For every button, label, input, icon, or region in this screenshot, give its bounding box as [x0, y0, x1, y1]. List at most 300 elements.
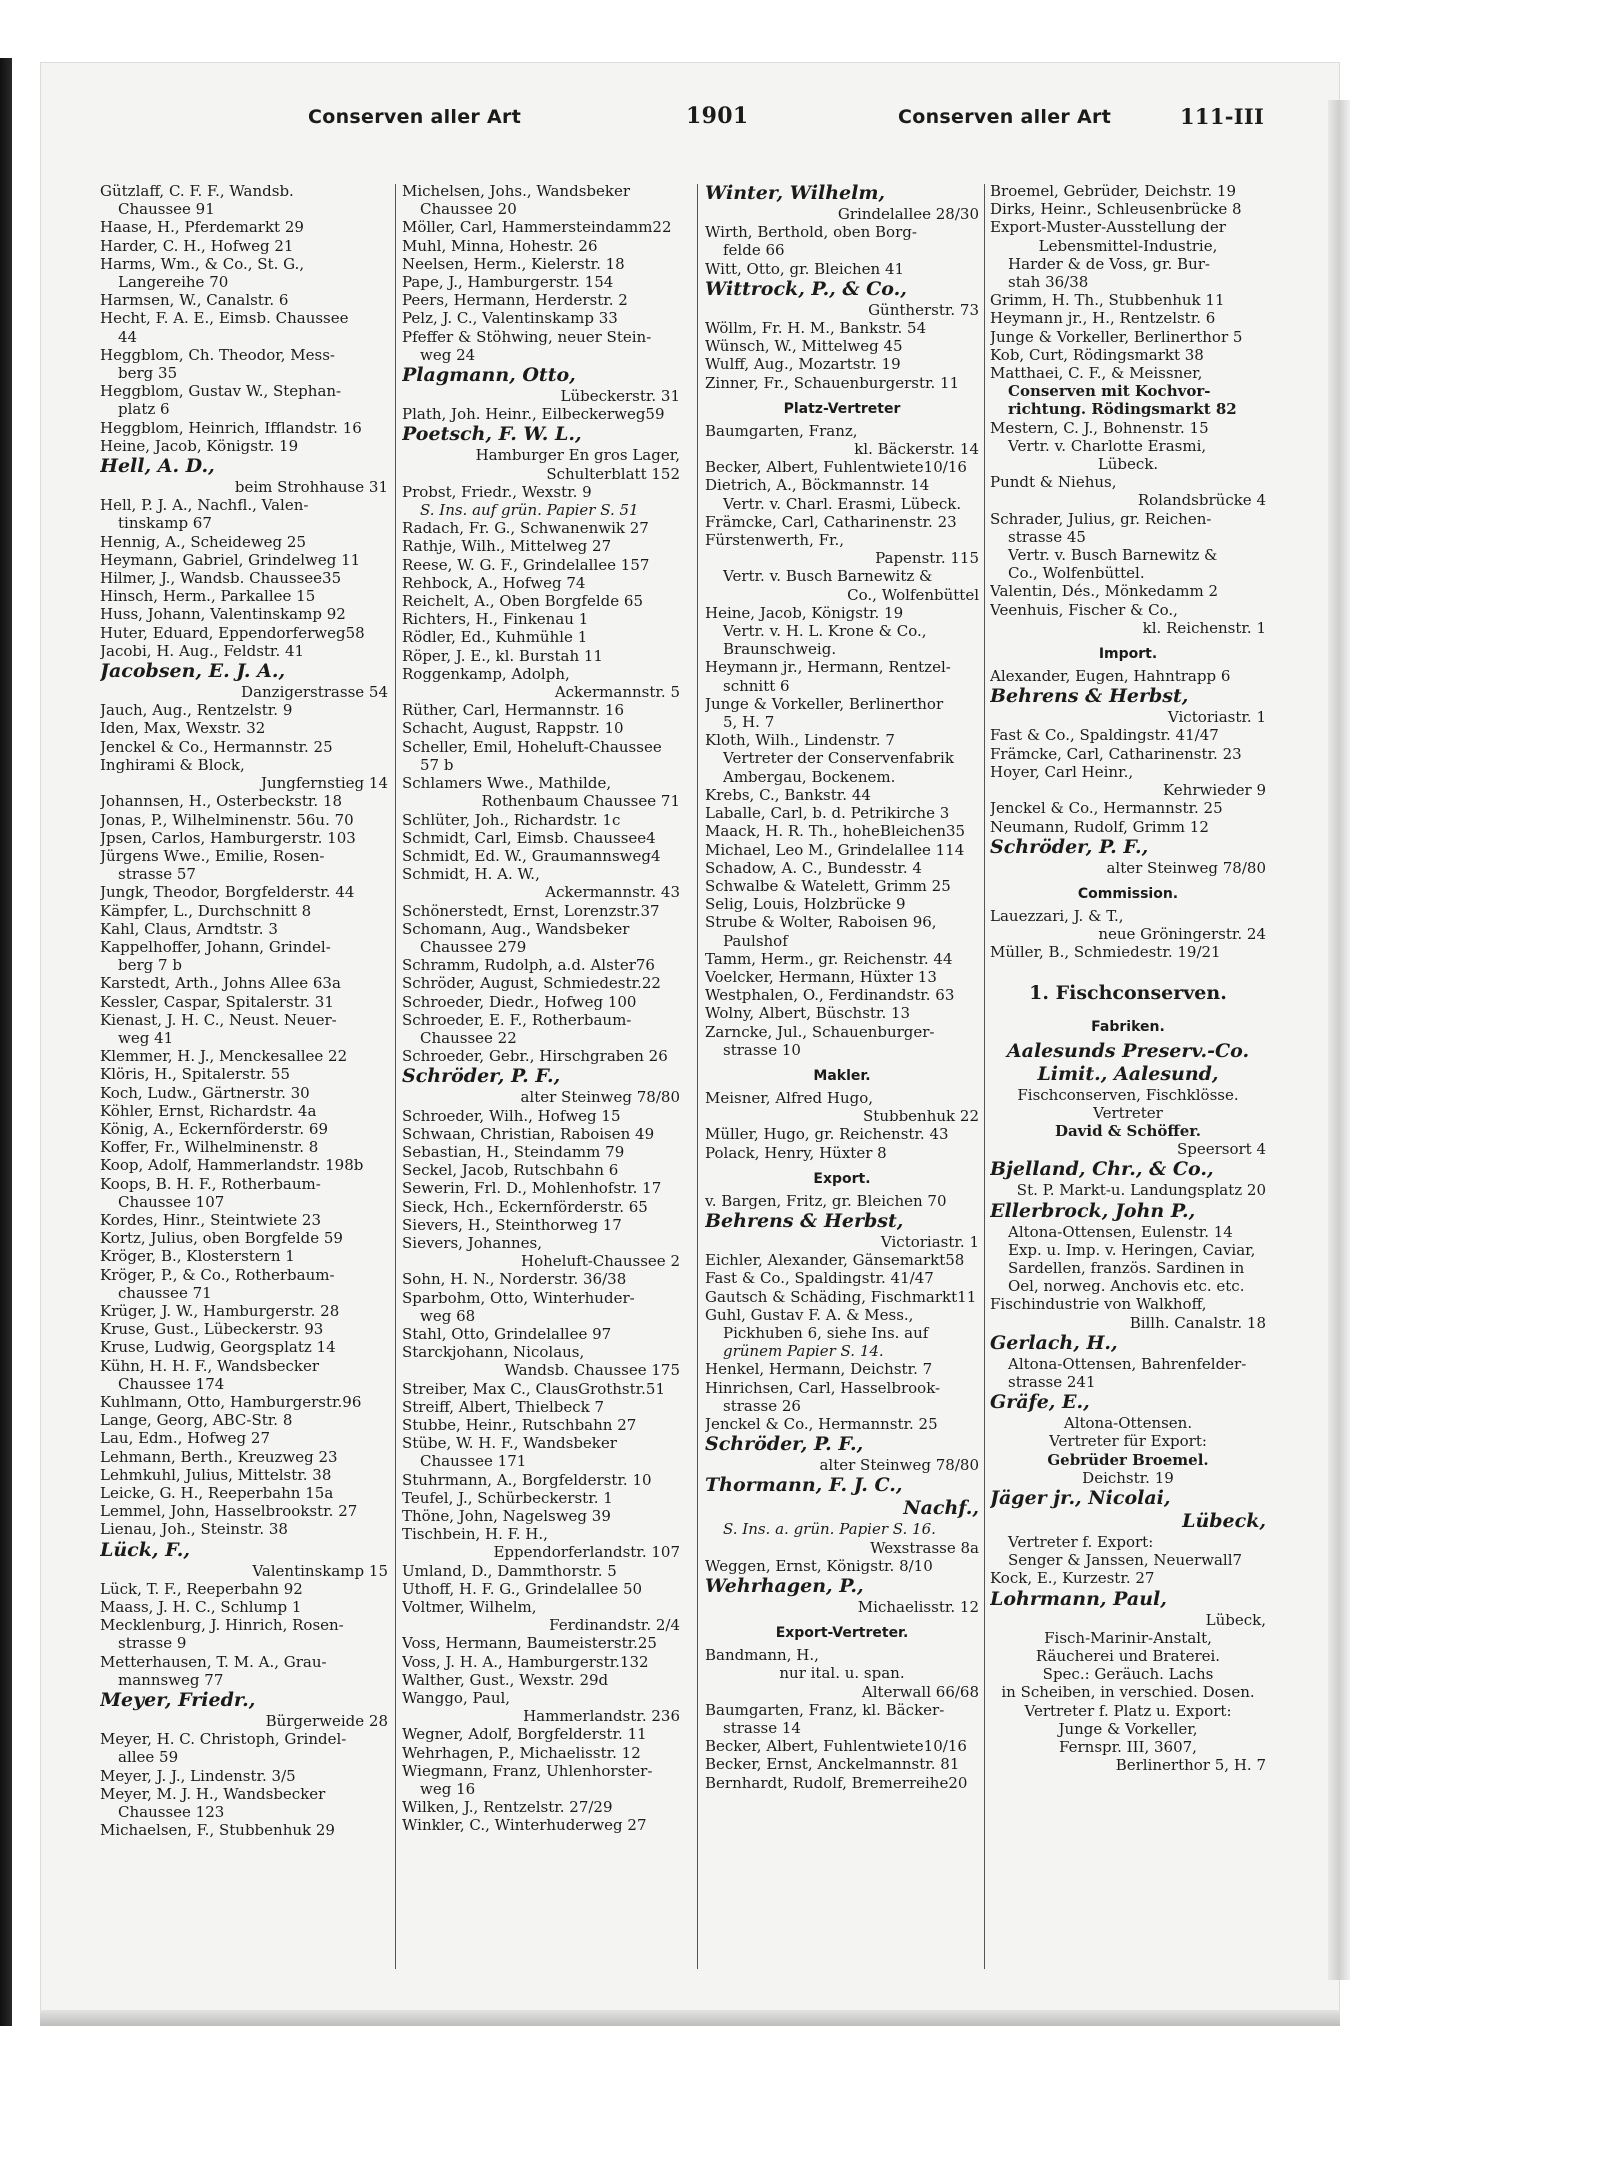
entry-line: Wirth, Berthold, oben Borg-	[705, 223, 917, 242]
entry-line: Fast & Co., Spaldingstr. 41/47	[705, 1269, 934, 1288]
entry-line: Jungk, Theodor, Borgfelderstr. 44	[100, 883, 355, 902]
entry-continuation: Güntherstr. 73	[868, 300, 979, 319]
entry-line: Stahl, Otto, Grindelallee 97	[402, 1324, 612, 1343]
entry-line: Wiegmann, Franz, Uhlenhorster-	[402, 1761, 653, 1780]
entry-line: Sohn, H. N., Norderstr. 36/38	[402, 1270, 627, 1289]
entry-continuation: Lübeck.	[1097, 455, 1159, 474]
entry-line: Koop, Adolf, Hammerlandstr. 198b	[100, 1156, 364, 1175]
entry-line: Heine, Jacob, Königstr. 19	[705, 603, 904, 622]
entry-line: Müller, B., Schmiedestr. 19/21	[990, 943, 1221, 962]
entry-continuation: tinskamp 67	[118, 514, 212, 533]
entry-line: Klemmer, H. J., Menckesallee 22	[100, 1047, 348, 1066]
entry-line: Lauezzari, J. & T.,	[990, 906, 1124, 925]
entry-line: Richters, H., Finkenau 1	[402, 610, 589, 629]
entry-continuation: S. Ins. a. grün. Papier S. 16.	[723, 1520, 936, 1539]
section-heading: 1. Fischconserven.	[1029, 981, 1227, 1004]
entry-continuation: in Scheiben, in verschied. Dosen.	[1001, 1683, 1255, 1702]
entry-continuation: Vertr. v. H. L. Krone & Co.,	[723, 622, 927, 641]
entry-line: Kienast, J. H. C., Neust. Neuer-	[100, 1010, 337, 1029]
entry-continuation: strasse 57	[118, 865, 196, 884]
entry-line: Gützlaff, C. F. F., Wandsb.	[100, 182, 294, 200]
entry-line: Lemmel, John, Hasselbrookstr. 27	[100, 1502, 358, 1521]
entry-line: Kühn, H. H. F., Wandsbecker	[100, 1356, 320, 1375]
page-bottom-edge	[40, 2010, 1340, 2026]
entry-line: Junge & Vorkeller, Berlinerthor	[705, 694, 944, 713]
entry-continuation: Ackermannstr. 5	[554, 683, 680, 702]
entry-continuation: strasse 45	[1008, 527, 1086, 546]
entry-continuation: Danzigerstrasse 54	[241, 683, 388, 702]
entry-continuation: strasse 14	[723, 1719, 801, 1738]
firm-name: Limit., Aalesund,	[1037, 1062, 1219, 1085]
header-left-title: Conserven aller Art	[308, 106, 522, 128]
entry-line: Guhl, Gustav F. A. & Mess.,	[705, 1305, 914, 1324]
entry-line: Junge & Vorkeller, Berlinerthor 5	[990, 327, 1243, 346]
entry-line: Sievers, H., Steinthorweg 17	[402, 1215, 622, 1234]
entry-continuation: 5, H. 7	[723, 713, 775, 732]
entry-continuation: Alterwall 66/68	[861, 1682, 979, 1701]
entry-line: Hoyer, Carl Heinr.,	[990, 762, 1134, 781]
entry-line: Inghirami & Block,	[100, 755, 245, 774]
entry-line: Winkler, C., Winterhuderweg 27	[402, 1816, 647, 1835]
entry-continuation: Michaelisstr. 12	[857, 1598, 979, 1616]
entry-continuation: strasse 10	[723, 1040, 801, 1059]
entry-line: Hilmer, J., Wandsb. Chaussee35	[100, 569, 342, 588]
entry-continuation: nur ital. u. span.	[779, 1664, 905, 1683]
entry-line: Rödler, Ed., Kuhmühle 1	[402, 628, 588, 647]
firm-name: Plagmann, Otto,	[402, 364, 576, 387]
entry-continuation: Räucherei und Braterei.	[1035, 1646, 1221, 1665]
entry-line: Becker, Ernst, Anckelmannstr. 81	[705, 1755, 960, 1774]
entry-continuation: alter Steinweg 78/80	[1106, 858, 1266, 877]
entry-line: Zarncke, Jul., Schauenburger-	[705, 1022, 935, 1041]
entry-line: Sebastian, H., Steindamm 79	[402, 1142, 625, 1161]
entry-line: Mestern, C. J., Bohnenstr. 15	[990, 418, 1209, 437]
entry-line: Jacobi, H. Aug., Feldstr. 41	[100, 641, 305, 660]
entry-line: Krüger, J. W., Hamburgerstr. 28	[100, 1301, 340, 1320]
entry-line: Broemel, Gebrüder, Deichstr. 19	[990, 182, 1236, 200]
entry-continuation: strasse 9	[118, 1634, 187, 1653]
directory-column-4	[990, 182, 1266, 1972]
firm-name: Bjelland, Chr., & Co.,	[990, 1158, 1214, 1181]
entry-continuation: Langereihe 70	[118, 273, 229, 292]
entry-line: Hennig, A., Scheideweg 25	[100, 532, 307, 551]
entry-line: Muhl, Minna, Hohestr. 26	[402, 236, 598, 255]
entry-line: Walther, Gust., Wexstr. 29d	[402, 1670, 609, 1689]
entry-line: Pundt & Niehus,	[990, 473, 1117, 492]
entry-continuation: strasse 241	[1008, 1372, 1096, 1391]
entry-line: Lienau, Joh., Steinstr. 38	[100, 1520, 288, 1539]
entry-continuation: Vertr. v. Charl. Erasmi, Lübeck.	[723, 494, 962, 513]
entry-line: Kröger, P., & Co., Rotherbaum-	[100, 1265, 335, 1284]
entry-line: Maack, H. R. Th., hoheBleichen35	[705, 822, 966, 841]
firm-name: Meyer, Friedr.,	[100, 1689, 256, 1712]
entry-continuation: Schulterblatt 152	[546, 464, 680, 483]
entry-continuation: Chaussee 171	[420, 1452, 527, 1471]
entry-line: Heymann jr., Hermann, Rentzel-	[705, 658, 951, 677]
entry-continuation: Speersort 4	[1176, 1140, 1266, 1159]
entry-line: Iden, Max, Wexstr. 32	[100, 719, 266, 738]
entry-line: Sieck, Hch., Eckernförderstr. 65	[402, 1197, 648, 1216]
column-divider	[984, 184, 985, 1969]
entry-line: Streiff, Albert, Thielbeck 7	[402, 1397, 605, 1416]
entry-line: Grimm, H. Th., Stubbenhuk 11	[990, 291, 1225, 310]
entry-line: Stubbe, Heinr., Rutschbahn 27	[402, 1416, 637, 1434]
entry-continuation: Exp. u. Imp. v. Heringen, Caviar,	[1008, 1240, 1256, 1259]
entry-line: Jenckel & Co., Hermannstr. 25	[705, 1414, 938, 1433]
page-edge-shadow	[1328, 100, 1350, 1980]
entry-continuation: Co., Wolfenbüttel.	[1008, 564, 1145, 583]
subsection-heading: Export-Vertreter.	[775, 1625, 909, 1642]
entry-line: Müller, Hugo, gr. Reichenstr. 43	[705, 1125, 949, 1144]
firm-name: Hell, A. D.,	[100, 455, 215, 478]
entry-continuation: Pickhuben 6, siehe Ins. auf	[723, 1323, 929, 1342]
entry-line: Schomann, Aug., Wandsbeker	[402, 919, 630, 938]
entry-continuation: weg 24	[420, 345, 476, 364]
entry-line: Hinsch, Herm., Parkallee 15	[100, 587, 316, 606]
entry-continuation: Co., Wolfenbüttel	[847, 585, 979, 604]
entry-line: Rüther, Carl, Hermannstr. 16	[402, 701, 624, 720]
entry-continuation: beim Strohhause 31	[234, 478, 388, 497]
entry-line: Schwaan, Christian, Raboisen 49	[402, 1124, 655, 1143]
entry-line: Becker, Albert, Fuhlentwiete10/16	[705, 458, 967, 477]
entry-continuation: neue Gröningerstr. 24	[1098, 925, 1266, 944]
entry-continuation: Junge & Vorkeller,	[1058, 1719, 1198, 1738]
entry-continuation: Hoheluft-Chaussee 2	[521, 1252, 680, 1271]
entry-continuation: Rothenbaum Chaussee 71	[481, 792, 680, 811]
entry-line: Meisner, Alfred Hugo,	[705, 1088, 874, 1107]
entry-line: Hecht, F. A. E., Eimsb. Chaussee	[100, 309, 349, 328]
entry-continuation: Stubbenhuk 22	[863, 1107, 979, 1126]
firm-name: Behrens & Herbst,	[705, 1209, 904, 1232]
entry-line: Hinrichsen, Carl, Hasselbrook-	[705, 1378, 941, 1397]
entry-line: Harms, Wm., & Co., St. G.,	[100, 254, 305, 273]
entry-continuation: richtung. Rödingsmarkt 82	[1008, 400, 1237, 419]
entry-continuation: Spec.: Geräuch. Lachs	[1042, 1665, 1214, 1684]
entry-line: Thöne, John, Nagelsweg 39	[402, 1507, 611, 1526]
entry-continuation: St. P. Markt-u. Landungsplatz 20	[1016, 1181, 1266, 1200]
entry-continuation: Vertr. v. Busch Barnewitz &	[723, 567, 933, 586]
entry-line: Krebs, C., Bankstr. 44	[705, 785, 871, 804]
header-year: 1901	[686, 103, 749, 129]
entry-line: Wolny, Albert, Büschstr. 13	[705, 1004, 911, 1023]
entry-line: Jpsen, Carlos, Hamburgerstr. 103	[100, 828, 356, 847]
entry-line: Sievers, Johannes,	[402, 1233, 543, 1252]
entry-continuation: Wexstrasse 8a	[870, 1538, 979, 1557]
entry-continuation: weg 41	[118, 1028, 174, 1047]
entry-line: Lange, Georg, ABC-Str. 8	[100, 1411, 293, 1430]
entry-continuation: Vertreter	[1093, 1103, 1163, 1122]
entry-line: Bandmann, H.,	[705, 1646, 819, 1665]
entry-continuation: weg 68	[420, 1306, 476, 1325]
entry-line: Meyer, J. J., Lindenstr. 3/5	[100, 1766, 296, 1785]
entry-line: Bernhardt, Rudolf, Bremerreihe20	[705, 1773, 968, 1792]
entry-line: Möller, Carl, Hammersteindamm22	[402, 218, 672, 237]
entry-line: Wöllm, Fr. H. M., Bankstr. 54	[705, 319, 927, 338]
entry-continuation: Victoriastr. 1	[1167, 708, 1266, 727]
entry-line: Kock, E., Kurzestr. 27	[990, 1569, 1155, 1588]
entry-line: Meyer, H. C. Christoph, Grindel-	[100, 1730, 347, 1749]
entry-continuation: Vertreter f. Export:	[1008, 1532, 1154, 1551]
firm-name: Jacobsen, E. J. A.,	[100, 660, 286, 683]
entry-line: Michelsen, Johs., Wandsbeker	[402, 182, 631, 200]
entry-line: Heggblom, Ch. Theodor, Mess-	[100, 345, 335, 364]
entry-line: Uthoff, H. F. G., Grindelallee 50	[402, 1579, 643, 1598]
subsection-heading: Platz-Vertreter	[783, 400, 901, 417]
entry-line: Haase, H., Pferdemarkt 29	[100, 218, 304, 237]
entry-line: Schroeder, E. F., Rotherbaum-	[402, 1010, 632, 1029]
entry-line: Lück, T. F., Reeperbahn 92	[100, 1579, 303, 1598]
firm-name: Aalesunds Preserv.-Co.	[1006, 1039, 1250, 1062]
firm-name: Behrens & Herbst,	[990, 685, 1189, 708]
entry-line: Seckel, Jacob, Rutschbahn 6	[402, 1161, 619, 1180]
entry-line: Valentin, Dés., Mönkedamm 2	[990, 582, 1218, 601]
firm-name: Wittrock, P., & Co.,	[705, 277, 907, 300]
entry-line: Rathje, Wilh., Mittelweg 27	[402, 537, 612, 556]
entry-continuation: Kehrwieder 9	[1163, 781, 1266, 800]
entry-continuation: Harder & de Voss, gr. Bur-	[1008, 254, 1210, 273]
directory-column-2	[402, 182, 680, 1972]
entry-line: Wegner, Adolf, Borgfelderstr. 11	[402, 1725, 647, 1744]
firm-name: Schröder, P. F.,	[990, 835, 1149, 858]
entry-line: Koffer, Fr., Wilhelminenstr. 8	[100, 1138, 319, 1157]
entry-line: Wulff, Aug., Mozartstr. 19	[705, 355, 901, 374]
entry-continuation: Lübeckerstr. 31	[560, 387, 680, 406]
subsection-heading: Commission.	[1077, 885, 1179, 902]
entry-line: Baumgarten, Franz, kl. Bäcker-	[705, 1700, 945, 1719]
entry-continuation: grünem Papier S. 14.	[723, 1342, 884, 1361]
entry-continuation: felde 66	[723, 241, 785, 260]
entry-line: Export-Muster-Ausstellung der	[990, 218, 1226, 237]
entry-line: Koch, Ludw., Gärtnerstr. 30	[100, 1083, 310, 1102]
entry-line: König, A., Eckernförderstr. 69	[100, 1119, 328, 1138]
entry-line: Jenckel & Co., Hermannstr. 25	[990, 799, 1223, 818]
entry-line: Schwalbe & Watelett, Grimm 25	[705, 876, 951, 895]
entry-line: Scheller, Emil, Hoheluft-Chaussee	[402, 737, 662, 756]
entry-line: Schroeder, Wilh., Hofweg 15	[402, 1106, 621, 1125]
entry-continuation: berg 7 b	[118, 956, 182, 975]
entry-line: Röper, J. E., kl. Burstah 11	[402, 646, 603, 665]
entry-line: Baumgarten, Franz,	[705, 421, 858, 440]
entry-line: Rehbock, A., Hofweg 74	[402, 573, 586, 592]
entry-line: Reichelt, A., Oben Borgfelde 65	[402, 592, 643, 611]
entry-line: Främcke, Carl, Catharinenstr. 23	[705, 512, 957, 531]
entry-continuation: Ferdinandstr. 2/4	[549, 1616, 680, 1635]
entry-line: Maass, J. H. C., Schlump 1	[100, 1598, 302, 1617]
entry-continuation: Fisch-Marinir-Anstalt,	[1044, 1628, 1212, 1647]
entry-line: Neelsen, Herm., Kielerstr. 18	[402, 254, 625, 273]
entry-line: Umland, D., Dammthorstr. 5	[402, 1561, 617, 1580]
entry-line: Selig, Louis, Holzbrücke 9	[705, 895, 906, 914]
entry-continuation: Lebensmittel-Industrie,	[1038, 236, 1218, 255]
entry-continuation: Fernspr. III, 3607,	[1059, 1738, 1197, 1756]
entry-line: Roggenkamp, Adolph,	[402, 664, 570, 683]
entry-line: Heggblom, Heinrich, Ifflandstr. 16	[100, 418, 362, 437]
entry-line: Becker, Albert, Fuhlentwiete10/16	[705, 1737, 967, 1756]
entry-line: Voss, Hermann, Baumeisterstr.25	[402, 1634, 657, 1653]
entry-line: Främcke, Carl, Catharinenstr. 23	[990, 744, 1242, 763]
entry-continuation: David & Schöffer.	[1054, 1121, 1202, 1140]
entry-line: Pfeffer & Stöhwing, neuer Stein-	[402, 327, 652, 346]
entry-line: Laballe, Carl, b. d. Petrikirche 3	[705, 804, 950, 823]
entry-line: Wanggo, Paul,	[402, 1689, 511, 1708]
entry-continuation: Wandsb. Chaussee 175	[504, 1361, 680, 1380]
entry-line: Schröder, August, Schmiedestr.22	[402, 974, 661, 993]
directory-column-1	[100, 182, 388, 1972]
entry-continuation: Rolandsbrücke 4	[1137, 491, 1266, 510]
firm-name: Gräfe, E.,	[990, 1391, 1090, 1414]
entry-line: Teufel, J., Schürbeckerstr. 1	[402, 1488, 613, 1507]
entry-line: Radach, Fr. G., Schwanenwik 27	[402, 519, 649, 538]
entry-continuation: Ambergau, Bockenem.	[723, 767, 896, 786]
entry-line: Gautsch & Schäding, Fischmarkt11	[705, 1287, 977, 1306]
entry-continuation: Hammerlandstr. 236	[523, 1707, 680, 1726]
firm-name: Jäger jr., Nicolai,	[990, 1486, 1171, 1509]
entry-continuation: Senger & Janssen, Neuerwall7	[1008, 1551, 1243, 1570]
entry-line: Kortz, Julius, oben Borgfelde 59	[100, 1229, 343, 1248]
subsection-heading: Makler.	[813, 1067, 871, 1084]
entry-line: Jonas, P., Wilhelminenstr. 56u. 70	[100, 810, 354, 829]
entry-line: Sewerin, Frl. D., Mohlenhofstr. 17	[402, 1179, 662, 1198]
entry-line: Michaelsen, F., Stubbenhuk 29	[100, 1821, 335, 1840]
entry-line: Kruse, Ludwig, Georgsplatz 14	[100, 1338, 336, 1357]
entry-continuation: Papenstr. 115	[875, 549, 979, 568]
entry-line: Voss, J. H. A., Hamburgerstr.132	[402, 1652, 649, 1671]
entry-continuation: allee 59	[118, 1748, 179, 1767]
entry-line: Neumann, Rudolf, Grimm 12	[990, 817, 1209, 836]
entry-continuation: Ackermannstr. 43	[545, 883, 680, 902]
entry-continuation: Victoriastr. 1	[880, 1232, 979, 1251]
entry-line: Strube & Wolter, Raboisen 96,	[705, 913, 937, 932]
entry-line: Fürstenwerth, Fr.,	[705, 531, 845, 550]
entry-continuation: alter Steinweg 78/80	[520, 1088, 680, 1107]
entry-line: Witt, Otto, gr. Bleichen 41	[705, 259, 905, 278]
firm-name: Wehrhagen, P.,	[705, 1575, 864, 1597]
entry-line: Mecklenburg, J. Hinrich, Rosen-	[100, 1616, 344, 1635]
entry-line: Eichler, Alexander, Gänsemarkt58	[705, 1251, 965, 1270]
entry-line: Schacht, August, Rappstr. 10	[402, 719, 624, 738]
entry-line: Fast & Co., Spaldingstr. 41/47	[990, 726, 1219, 745]
entry-line: Schmidt, Ed. W., Graumannsweg4	[402, 846, 661, 865]
entry-line: Jenckel & Co., Hermannstr. 25	[100, 737, 333, 756]
firm-name: Poetsch, F. W. L.,	[402, 423, 582, 446]
entry-line: Heggblom, Gustav W., Stephan-	[100, 382, 342, 401]
entry-line: Lehmkuhl, Julius, Mittelstr. 38	[100, 1465, 332, 1484]
entry-line: Tamm, Herm., gr. Reichenstr. 44	[705, 949, 953, 968]
entry-continuation: 57 b	[420, 755, 454, 774]
entry-continuation: Bürgerweide 28	[265, 1712, 388, 1731]
entry-line: Kessler, Caspar, Spitalerstr. 31	[100, 992, 334, 1011]
entry-line: Streiber, Max C., ClausGrothstr.51	[402, 1379, 666, 1398]
entry-line: Harmsen, W., Canalstr. 6	[100, 291, 289, 310]
entry-line: Jauch, Aug., Rentzelstr. 9	[100, 701, 293, 720]
entry-line: Metterhausen, T. M. A., Grau-	[100, 1652, 327, 1671]
entry-continuation: Chaussee 91	[118, 200, 215, 219]
entry-continuation: kl. Reichenstr. 1	[1142, 618, 1266, 637]
entry-line: Kröger, B., Klosterstern 1	[100, 1247, 295, 1266]
subsection-heading: Export.	[813, 1170, 871, 1187]
entry-line: Schroeder, Diedr., Hofweg 100	[402, 992, 637, 1011]
entry-continuation: chaussee 71	[118, 1283, 212, 1302]
entry-line: Stuhrmann, A., Borgfelderstr. 10	[402, 1470, 652, 1489]
entry-line: Dietrich, A., Böckmannstr. 14	[705, 476, 930, 495]
entry-line: Kloth, Wilh., Lindenstr. 7	[705, 731, 895, 750]
entry-continuation: Sardellen, französ. Sardinen in	[1008, 1258, 1245, 1277]
firm-name: Lohrmann, Paul,	[990, 1587, 1167, 1610]
firm-name: Schröder, P. F.,	[402, 1065, 561, 1088]
column-divider	[697, 184, 698, 1969]
firm-name: Lück, F.,	[100, 1538, 190, 1561]
entry-line: Schroeder, Gebr., Hirschgraben 26	[402, 1047, 668, 1066]
entry-line: Heine, Jacob, Königstr. 19	[100, 436, 299, 455]
entry-line: Schramm, Rudolph, a.d. Alster76	[402, 956, 655, 975]
entry-line: Schönerstedt, Ernst, Lorenzstr.37	[402, 901, 660, 920]
firm-name: Schröder, P. F.,	[705, 1433, 864, 1456]
entry-line: Heymann, Gabriel, Grindelweg 11	[100, 550, 361, 569]
entry-line: Sparbohm, Otto, Winterhuder-	[402, 1288, 635, 1307]
scan-border	[0, 58, 12, 2026]
entry-line: Schlamers Wwe., Mathilde,	[402, 774, 612, 793]
entry-line: Schmidt, Carl, Eimsb. Chaussee4	[402, 828, 656, 847]
entry-line: Voelcker, Hermann, Hüxter 13	[705, 967, 937, 986]
entry-line: Huss, Johann, Valentinskamp 92	[100, 605, 346, 624]
entry-line: Alexander, Eugen, Hahntrapp 6	[990, 667, 1231, 686]
entry-line: Klöris, H., Spitalerstr. 55	[100, 1065, 290, 1084]
entry-continuation: Paulshof	[723, 931, 788, 950]
entry-continuation: Vertreter f. Platz u. Export:	[1024, 1701, 1232, 1720]
entry-line: Kahl, Claus, Arndtstr. 3	[100, 919, 278, 938]
entry-line: Voltmer, Wilhelm,	[402, 1598, 537, 1617]
entry-continuation: Billh. Canalstr. 18	[1129, 1313, 1266, 1332]
entry-continuation: kl. Bäckerstr. 14	[854, 440, 979, 459]
entry-line: Schlüter, Joh., Richardstr. 1c	[402, 810, 621, 829]
entry-line: Hell, P. J. A., Nachfl., Valen-	[100, 496, 309, 515]
entry-continuation: Chaussee 20	[420, 200, 517, 219]
entry-line: Wünsch, W., Mittelweg 45	[705, 337, 903, 356]
entry-continuation: Chaussee 22	[420, 1028, 517, 1047]
entry-line: Leicke, G. H., Reeperbahn 15a	[100, 1484, 334, 1503]
entry-line: Kordes, Hinr., Steintwiete 23	[100, 1210, 322, 1229]
firm-name: Gerlach, H.,	[990, 1331, 1118, 1354]
entry-continuation: Grindelallee 28/30	[837, 205, 979, 223]
entry-line: Polack, Henry, Hüxter 8	[705, 1143, 887, 1162]
entry-line: Wilken, J., Rentzelstr. 27/29	[402, 1798, 613, 1817]
entry-line: Schmidt, H. A. W.,	[402, 865, 540, 884]
entry-continuation: mannsweg 77	[118, 1670, 224, 1689]
entry-line: Schadow, A. C., Bundesstr. 4	[705, 858, 922, 877]
entry-line: Tischbein, H. F. H.,	[402, 1525, 548, 1544]
firm-name: Lübeck,	[1182, 1509, 1266, 1532]
entry-line: Starckjohann, Nicolaus,	[402, 1343, 585, 1362]
entry-line: Matthaei, C. F., & Meissner,	[990, 364, 1203, 383]
subsection-heading: Import.	[1098, 646, 1158, 663]
entry-line: Schrader, Julius, gr. Reichen-	[990, 509, 1212, 528]
column-divider	[395, 184, 396, 1969]
entry-line: Meyer, M. J. H., Wandsbecker	[100, 1784, 326, 1803]
entry-line: Pape, J., Hamburgerstr. 154	[402, 273, 614, 292]
entry-line: Kämpfer, L., Durchschnitt 8	[100, 901, 312, 920]
entry-line: Reese, W. G. F., Grindelallee 157	[402, 555, 650, 574]
entry-continuation: Jungfernstieg 14	[260, 774, 388, 793]
entry-continuation: platz 6	[118, 400, 170, 419]
header-right-title: Conserven aller Art	[898, 106, 1112, 128]
entry-continuation: Braunschweig.	[723, 640, 837, 659]
entry-continuation: Chaussee 107	[118, 1192, 225, 1211]
entry-continuation: Eppendorferlandstr. 107	[493, 1543, 680, 1562]
entry-continuation: stah 36/38	[1008, 273, 1089, 292]
entry-line: Koops, B. H. F., Rotherbaum-	[100, 1174, 321, 1193]
entry-continuation: Altona-Ottensen.	[1063, 1414, 1193, 1433]
subsection-heading: Fabriken.	[1091, 1018, 1165, 1035]
